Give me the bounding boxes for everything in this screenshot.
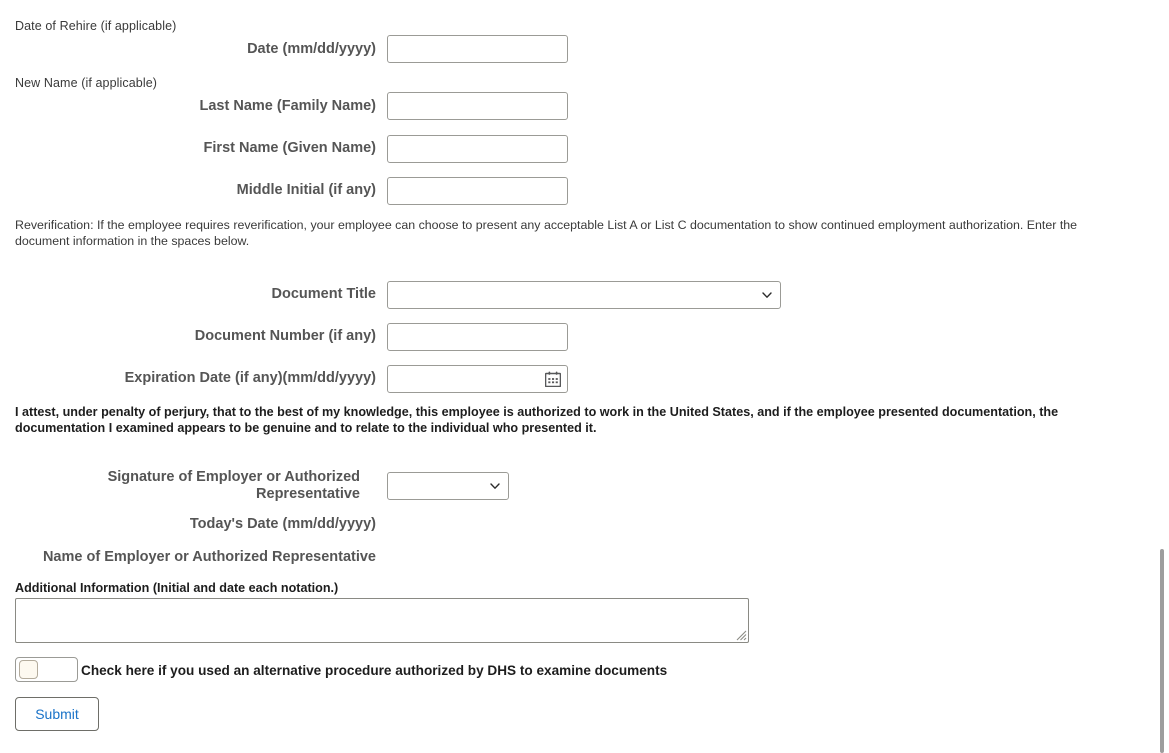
todays-date-label: Today's Date (mm/dd/yyyy)	[189, 516, 376, 532]
additional-information-heading: Additional Information (Initial and date each notation.)	[15, 581, 339, 595]
vertical-scrollbar[interactable]	[1155, 0, 1169, 753]
last-name-label: Last Name (Family Name)	[199, 98, 376, 114]
chevron-down-icon	[490, 483, 499, 489]
expiration-date-row	[0, 370, 376, 398]
attestation-statement: I attest, under penalty of perjury, that to the best of my knowledge, this employee is authorized to work in the United States, and if the employee presented documentation, the documentation I examined appears to be genuine and to relate to the individual who presented it.	[15, 405, 1059, 435]
rehire-date-input[interactable]	[387, 35, 568, 63]
expiration-date-field[interactable]	[387, 365, 568, 393]
document-title-row	[0, 286, 376, 314]
rehire-date-row	[0, 41, 376, 69]
chevron-down-icon	[762, 292, 771, 298]
document-title-label: Document Title	[271, 286, 376, 302]
rehire-date-label: Date (mm/dd/yyyy)	[247, 41, 376, 57]
document-number-input[interactable]	[387, 323, 568, 351]
submit-button[interactable]: Submit	[15, 697, 99, 731]
signature-label-line1: Signature of Employer or Authorized	[107, 469, 360, 485]
additional-information-textarea[interactable]	[15, 598, 749, 643]
last-name-row	[0, 98, 376, 126]
expiration-date-label: Expiration Date (if any)(mm/dd/yyyy)	[124, 370, 376, 386]
employer-name-label: Name of Employer or Authorized Representative	[42, 549, 376, 565]
alternative-procedure-checkbox[interactable]	[19, 660, 38, 679]
middle-initial-label: Middle Initial (if any)	[236, 182, 376, 198]
middle-initial-row	[0, 182, 376, 210]
rehire-section-caption: Date of Rehire (if applicable)	[15, 19, 177, 33]
alternative-procedure-label: Check here if you used an alternative procedure authorized by DHS to examine documents	[81, 663, 668, 678]
first-name-row	[0, 140, 376, 168]
signature-label	[0, 469, 360, 503]
document-number-label: Document Number (if any)	[194, 328, 376, 344]
last-name-input[interactable]	[387, 92, 568, 120]
calendar-icon[interactable]	[545, 371, 561, 387]
first-name-input[interactable]	[387, 135, 568, 163]
reverification-instructions: Reverification: If the employee requires reverification, your employee can choose to present any acceptable List A or List C documentation to show continued employment authorization. Enter the document information in the spaces below.	[15, 218, 1078, 248]
resize-grip-icon[interactable]	[734, 628, 747, 641]
new-name-section-caption: New Name (if applicable)	[15, 76, 158, 90]
document-title-select[interactable]	[387, 281, 781, 309]
signature-label-line2: Representative	[256, 486, 360, 502]
vertical-scrollbar-thumb[interactable]	[1160, 549, 1164, 753]
alternative-procedure-checkbox-container[interactable]	[15, 657, 78, 682]
signature-select[interactable]	[387, 472, 509, 500]
middle-initial-input[interactable]	[387, 177, 568, 205]
document-number-row	[0, 328, 376, 356]
first-name-label: First Name (Given Name)	[203, 140, 376, 156]
